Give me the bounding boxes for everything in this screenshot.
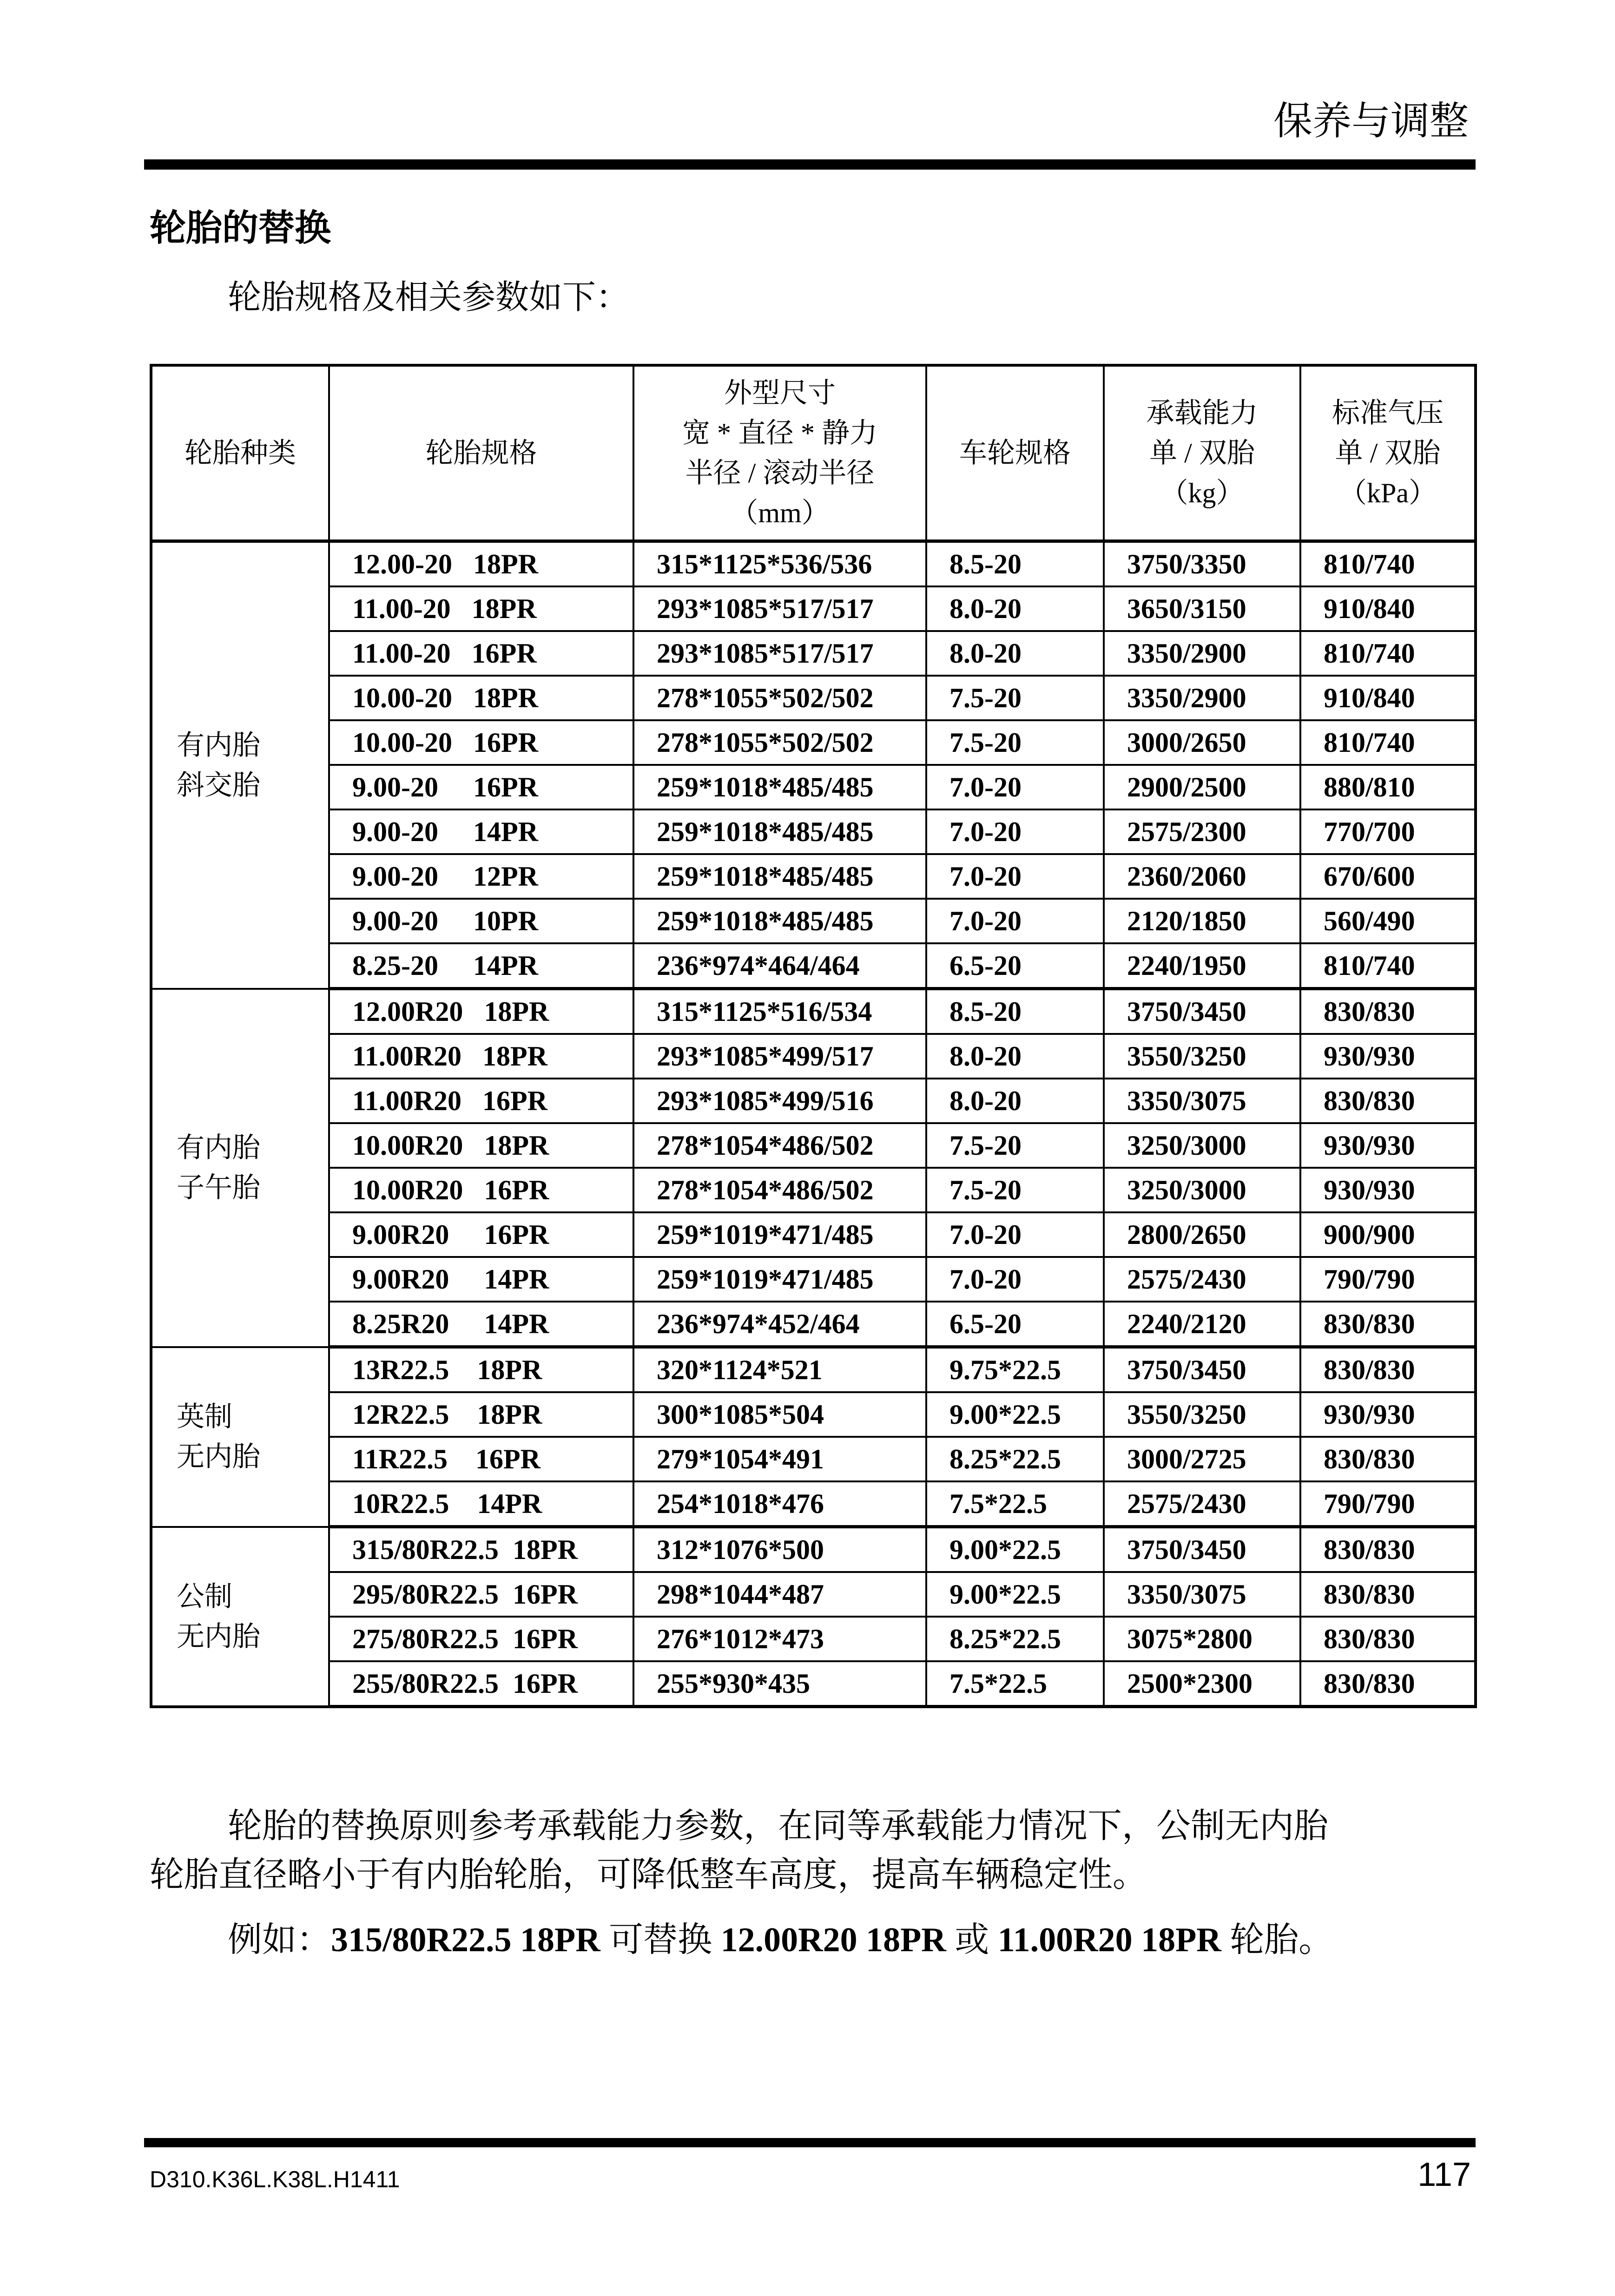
tire-type-line: 英制 [177, 1401, 232, 1432]
header-dimensions [633, 365, 926, 541]
table-row [151, 1257, 1476, 1302]
pressure-cell: 830/830 [1300, 989, 1476, 1034]
pressure-cell: 880/810 [1300, 765, 1476, 809]
tire-spec-cell: 8.25R20 14PR [329, 1302, 633, 1347]
table-row [151, 1347, 1476, 1393]
section-title: 轮胎的替换 [150, 207, 331, 248]
table-row [151, 1527, 1476, 1572]
pressure-cell: 770/700 [1300, 809, 1476, 854]
example-spec-c: 11.00R20 18PR [997, 1921, 1221, 1959]
paragraph-line-2: 轮胎直径略小于有内胎轮胎，可降低整车高度，提高车辆稳定性。 [150, 1856, 1147, 1894]
pressure-cell: 810/740 [1300, 631, 1476, 676]
footer-divider [144, 2138, 1476, 2147]
dimensions-cell: 278*1054*486/502 [633, 1168, 926, 1212]
tire-type-cell [151, 1527, 329, 1707]
tire-type-cell [151, 989, 329, 1347]
dimensions-cell: 298*1044*487 [633, 1572, 926, 1617]
table-row [151, 676, 1476, 720]
table-row [151, 541, 1476, 587]
tire-spec-cell: 255/80R22.5 16PR [329, 1661, 633, 1707]
wheel-spec-cell: 7.0-20 [926, 854, 1104, 899]
wheel-spec-cell: 7.0-20 [926, 765, 1104, 809]
load-capacity-cell: 2500*2300 [1104, 1661, 1300, 1707]
wheel-spec-cell: 8.25*22.5 [926, 1437, 1104, 1481]
load-capacity-cell: 3750/3350 [1104, 541, 1300, 587]
pressure-cell: 900/900 [1300, 1212, 1476, 1257]
header-line: 车轮规格 [959, 438, 1071, 468]
wheel-spec-cell: 8.0-20 [926, 631, 1104, 676]
table-row [151, 854, 1476, 899]
header-divider [144, 159, 1476, 170]
header-line: 标准气压 [1332, 398, 1444, 428]
pressure-cell: 930/930 [1300, 1392, 1476, 1437]
header-tire-spec [329, 365, 633, 541]
dimensions-cell: 278*1055*502/502 [633, 676, 926, 720]
load-capacity-cell: 3650/3150 [1104, 586, 1300, 631]
pressure-cell: 930/930 [1300, 1123, 1476, 1168]
load-capacity-cell: 2240/1950 [1104, 943, 1300, 989]
pressure-cell: 830/830 [1300, 1302, 1476, 1347]
header-line: （kPa） [1339, 478, 1437, 508]
dimensions-cell: 293*1085*517/517 [633, 586, 926, 631]
wheel-spec-cell: 8.5-20 [926, 541, 1104, 587]
header-pressure [1300, 365, 1476, 541]
table-row [151, 631, 1476, 676]
dimensions-cell: 276*1012*473 [633, 1617, 926, 1661]
pressure-cell: 830/830 [1300, 1347, 1476, 1393]
wheel-spec-cell: 9.75*22.5 [926, 1347, 1104, 1393]
header-line: 轮胎规格 [425, 438, 537, 468]
wheel-spec-cell: 7.0-20 [926, 809, 1104, 854]
document-code: D310.K36L.K38L.H1411 [150, 2166, 400, 2192]
table-row [151, 586, 1476, 631]
header-line: 承载能力 [1146, 398, 1258, 428]
wheel-spec-cell: 7.5*22.5 [926, 1481, 1104, 1527]
wheel-spec-cell: 6.5-20 [926, 943, 1104, 989]
tire-spec-cell: 8.25-20 14PR [329, 943, 633, 989]
table-row [151, 1572, 1476, 1617]
example-prefix: 例如： [228, 1921, 331, 1959]
tire-spec-cell: 11.00R20 18PR [329, 1034, 633, 1079]
pressure-cell: 810/740 [1300, 943, 1476, 989]
header-line: （mm） [730, 498, 830, 528]
header-line: 半径 / 滚动半径 [685, 458, 875, 488]
example-suffix: 轮胎。 [1221, 1921, 1333, 1959]
chapter-title: 保养与调整 [1273, 99, 1469, 143]
example-mid-1: 可替换 [600, 1921, 721, 1959]
pressure-cell: 830/830 [1300, 1661, 1476, 1707]
table-row [151, 1392, 1476, 1437]
page-number: 117 [1417, 2156, 1471, 2193]
dimensions-cell: 259*1018*485/485 [633, 899, 926, 943]
tire-spec-cell: 12.00R20 18PR [329, 989, 633, 1034]
tire-spec-cell: 10R22.5 14PR [329, 1481, 633, 1527]
load-capacity-cell: 2360/2060 [1104, 854, 1300, 899]
load-capacity-cell: 3550/3250 [1104, 1392, 1300, 1437]
tire-type-line: 无内胎 [177, 1621, 260, 1652]
load-capacity-cell: 3000/2725 [1104, 1437, 1300, 1481]
table-row [151, 1168, 1476, 1212]
wheel-spec-cell: 9.00*22.5 [926, 1527, 1104, 1572]
dimensions-cell: 312*1076*500 [633, 1527, 926, 1572]
table-row [151, 989, 1476, 1034]
tire-spec-cell: 275/80R22.5 16PR [329, 1617, 633, 1661]
table-row [151, 1481, 1476, 1527]
tire-spec-cell: 11.00R20 16PR [329, 1079, 633, 1123]
wheel-spec-cell: 7.5-20 [926, 720, 1104, 765]
dimensions-cell: 278*1054*486/502 [633, 1123, 926, 1168]
tire-spec-cell: 10.00R20 18PR [329, 1123, 633, 1168]
table-row [151, 809, 1476, 854]
pressure-cell: 790/790 [1300, 1257, 1476, 1302]
dimensions-cell: 315*1125*536/536 [633, 541, 926, 587]
table-row [151, 1302, 1476, 1347]
wheel-spec-cell: 9.00*22.5 [926, 1572, 1104, 1617]
example-mid-2: 或 [946, 1921, 998, 1959]
tire-type-line: 公制 [177, 1581, 232, 1612]
dimensions-cell: 254*1018*476 [633, 1481, 926, 1527]
tire-spec-cell: 13R22.5 18PR [329, 1347, 633, 1393]
example-spec-b: 12.00R20 18PR [720, 1921, 946, 1959]
load-capacity-cell: 2575/2430 [1104, 1481, 1300, 1527]
pressure-cell: 830/830 [1300, 1572, 1476, 1617]
tire-type-line: 有内胎 [177, 730, 260, 761]
dimensions-cell: 236*974*464/464 [633, 943, 926, 989]
tire-spec-cell: 11.00-20 16PR [329, 631, 633, 676]
table-row [151, 1661, 1476, 1707]
pressure-cell: 910/840 [1300, 676, 1476, 720]
paragraph-line-1: 轮胎的替换原则参考承载能力参数，在同等承载能力情况下，公制无内胎 [228, 1807, 1328, 1845]
wheel-spec-cell: 8.0-20 [926, 1034, 1104, 1079]
pressure-cell: 790/790 [1300, 1481, 1476, 1527]
tire-spec-cell: 11.00-20 18PR [329, 586, 633, 631]
table-row [151, 1617, 1476, 1661]
wheel-spec-cell: 8.25*22.5 [926, 1617, 1104, 1661]
wheel-spec-cell: 7.0-20 [926, 1257, 1104, 1302]
table-row [151, 1034, 1476, 1079]
pressure-cell: 910/840 [1300, 586, 1476, 631]
pressure-cell: 670/600 [1300, 854, 1476, 899]
section-intro: 轮胎规格及相关参数如下： [228, 279, 630, 316]
table-row [151, 1212, 1476, 1257]
dimensions-cell: 259*1018*485/485 [633, 765, 926, 809]
load-capacity-cell: 3075*2800 [1104, 1617, 1300, 1661]
tire-type-line: 斜交胎 [177, 770, 260, 801]
tire-spec-table [150, 364, 1477, 1708]
wheel-spec-cell: 8.0-20 [926, 1079, 1104, 1123]
table-row [151, 1437, 1476, 1481]
wheel-spec-cell: 7.0-20 [926, 899, 1104, 943]
header-load-capacity [1104, 365, 1300, 541]
table-row [151, 899, 1476, 943]
load-capacity-cell: 3750/3450 [1104, 1347, 1300, 1393]
header-line: 轮胎种类 [185, 438, 296, 468]
dimensions-cell: 278*1055*502/502 [633, 720, 926, 765]
wheel-spec-cell: 7.5*22.5 [926, 1661, 1104, 1707]
wheel-spec-cell: 8.0-20 [926, 586, 1104, 631]
header-line: （kg） [1160, 478, 1244, 508]
tire-spec-cell: 12R22.5 18PR [329, 1392, 633, 1437]
wheel-spec-cell: 7.5-20 [926, 676, 1104, 720]
tire-spec-cell: 315/80R22.5 18PR [329, 1527, 633, 1572]
table-header-row [151, 365, 1476, 541]
load-capacity-cell: 2575/2430 [1104, 1257, 1300, 1302]
pressure-cell: 560/490 [1300, 899, 1476, 943]
wheel-spec-cell: 6.5-20 [926, 1302, 1104, 1347]
wheel-spec-cell: 7.5-20 [926, 1168, 1104, 1212]
tire-spec-cell: 9.00-20 12PR [329, 854, 633, 899]
tire-spec-cell: 295/80R22.5 16PR [329, 1572, 633, 1617]
tire-spec-cell: 12.00-20 18PR [329, 541, 633, 587]
tire-type-line: 无内胎 [177, 1441, 260, 1472]
tire-spec-cell: 9.00-20 10PR [329, 899, 633, 943]
pressure-cell: 930/930 [1300, 1034, 1476, 1079]
tire-type-cell [151, 541, 329, 989]
load-capacity-cell: 3750/3450 [1104, 989, 1300, 1034]
tire-type-cell [151, 1347, 329, 1527]
dimensions-cell: 259*1019*471/485 [633, 1257, 926, 1302]
example-spec-a: 315/80R22.5 18PR [331, 1921, 600, 1959]
pressure-cell: 810/740 [1300, 720, 1476, 765]
load-capacity-cell: 3750/3450 [1104, 1527, 1300, 1572]
dimensions-cell: 293*1085*499/516 [633, 1079, 926, 1123]
dimensions-cell: 259*1018*485/485 [633, 854, 926, 899]
dimensions-cell: 279*1054*491 [633, 1437, 926, 1481]
header-line: 单 / 双胎 [1149, 438, 1255, 468]
dimensions-cell: 259*1018*485/485 [633, 809, 926, 854]
pressure-cell: 830/830 [1300, 1079, 1476, 1123]
wheel-spec-cell: 7.5-20 [926, 1123, 1104, 1168]
header-line: 单 / 双胎 [1335, 438, 1441, 468]
wheel-spec-cell: 9.00*22.5 [926, 1392, 1104, 1437]
load-capacity-cell: 3350/2900 [1104, 631, 1300, 676]
tire-spec-cell: 9.00R20 14PR [329, 1257, 633, 1302]
tire-spec-cell: 9.00R20 16PR [329, 1212, 633, 1257]
table-row [151, 1079, 1476, 1123]
tire-type-line: 有内胎 [177, 1132, 260, 1163]
load-capacity-cell: 2900/2500 [1104, 765, 1300, 809]
tire-spec-cell: 10.00-20 16PR [329, 720, 633, 765]
wheel-spec-cell: 8.5-20 [926, 989, 1104, 1034]
dimensions-cell: 300*1085*504 [633, 1392, 926, 1437]
header-tire-type [151, 365, 329, 541]
tire-spec-cell: 10.00R20 16PR [329, 1168, 633, 1212]
header-wheel-spec [926, 365, 1104, 541]
pressure-cell: 830/830 [1300, 1527, 1476, 1572]
load-capacity-cell: 3350/3075 [1104, 1079, 1300, 1123]
load-capacity-cell: 2575/2300 [1104, 809, 1300, 854]
table-row [151, 720, 1476, 765]
load-capacity-cell: 2240/2120 [1104, 1302, 1300, 1347]
table-body [151, 541, 1476, 1707]
tire-spec-cell: 9.00-20 16PR [329, 765, 633, 809]
load-capacity-cell: 3000/2650 [1104, 720, 1300, 765]
dimensions-cell: 320*1124*521 [633, 1347, 926, 1393]
load-capacity-cell: 3350/3075 [1104, 1572, 1300, 1617]
load-capacity-cell: 2120/1850 [1104, 899, 1300, 943]
dimensions-cell: 293*1085*499/517 [633, 1034, 926, 1079]
header-line: 外型尺寸 [724, 378, 836, 408]
header-line: 宽 * 直径 * 静力 [682, 418, 877, 448]
pressure-cell: 830/830 [1300, 1437, 1476, 1481]
paragraph-example [228, 1917, 1333, 1963]
dimensions-cell: 315*1125*516/534 [633, 989, 926, 1034]
table-row [151, 765, 1476, 809]
dimensions-cell: 293*1085*517/517 [633, 631, 926, 676]
pressure-cell: 810/740 [1300, 541, 1476, 587]
tire-spec-cell: 11R22.5 16PR [329, 1437, 633, 1481]
dimensions-cell: 259*1019*471/485 [633, 1212, 926, 1257]
pressure-cell: 830/830 [1300, 1617, 1476, 1661]
dimensions-cell: 236*974*452/464 [633, 1302, 926, 1347]
table-row [151, 943, 1476, 989]
pressure-cell: 930/930 [1300, 1168, 1476, 1212]
tire-spec-cell: 9.00-20 14PR [329, 809, 633, 854]
load-capacity-cell: 3350/2900 [1104, 676, 1300, 720]
load-capacity-cell: 3550/3250 [1104, 1034, 1300, 1079]
tire-type-line: 子午胎 [177, 1172, 260, 1203]
load-capacity-cell: 3250/3000 [1104, 1123, 1300, 1168]
table-row [151, 1123, 1476, 1168]
load-capacity-cell: 2800/2650 [1104, 1212, 1300, 1257]
tire-spec-cell: 10.00-20 18PR [329, 676, 633, 720]
wheel-spec-cell: 7.0-20 [926, 1212, 1104, 1257]
load-capacity-cell: 3250/3000 [1104, 1168, 1300, 1212]
dimensions-cell: 255*930*435 [633, 1661, 926, 1707]
